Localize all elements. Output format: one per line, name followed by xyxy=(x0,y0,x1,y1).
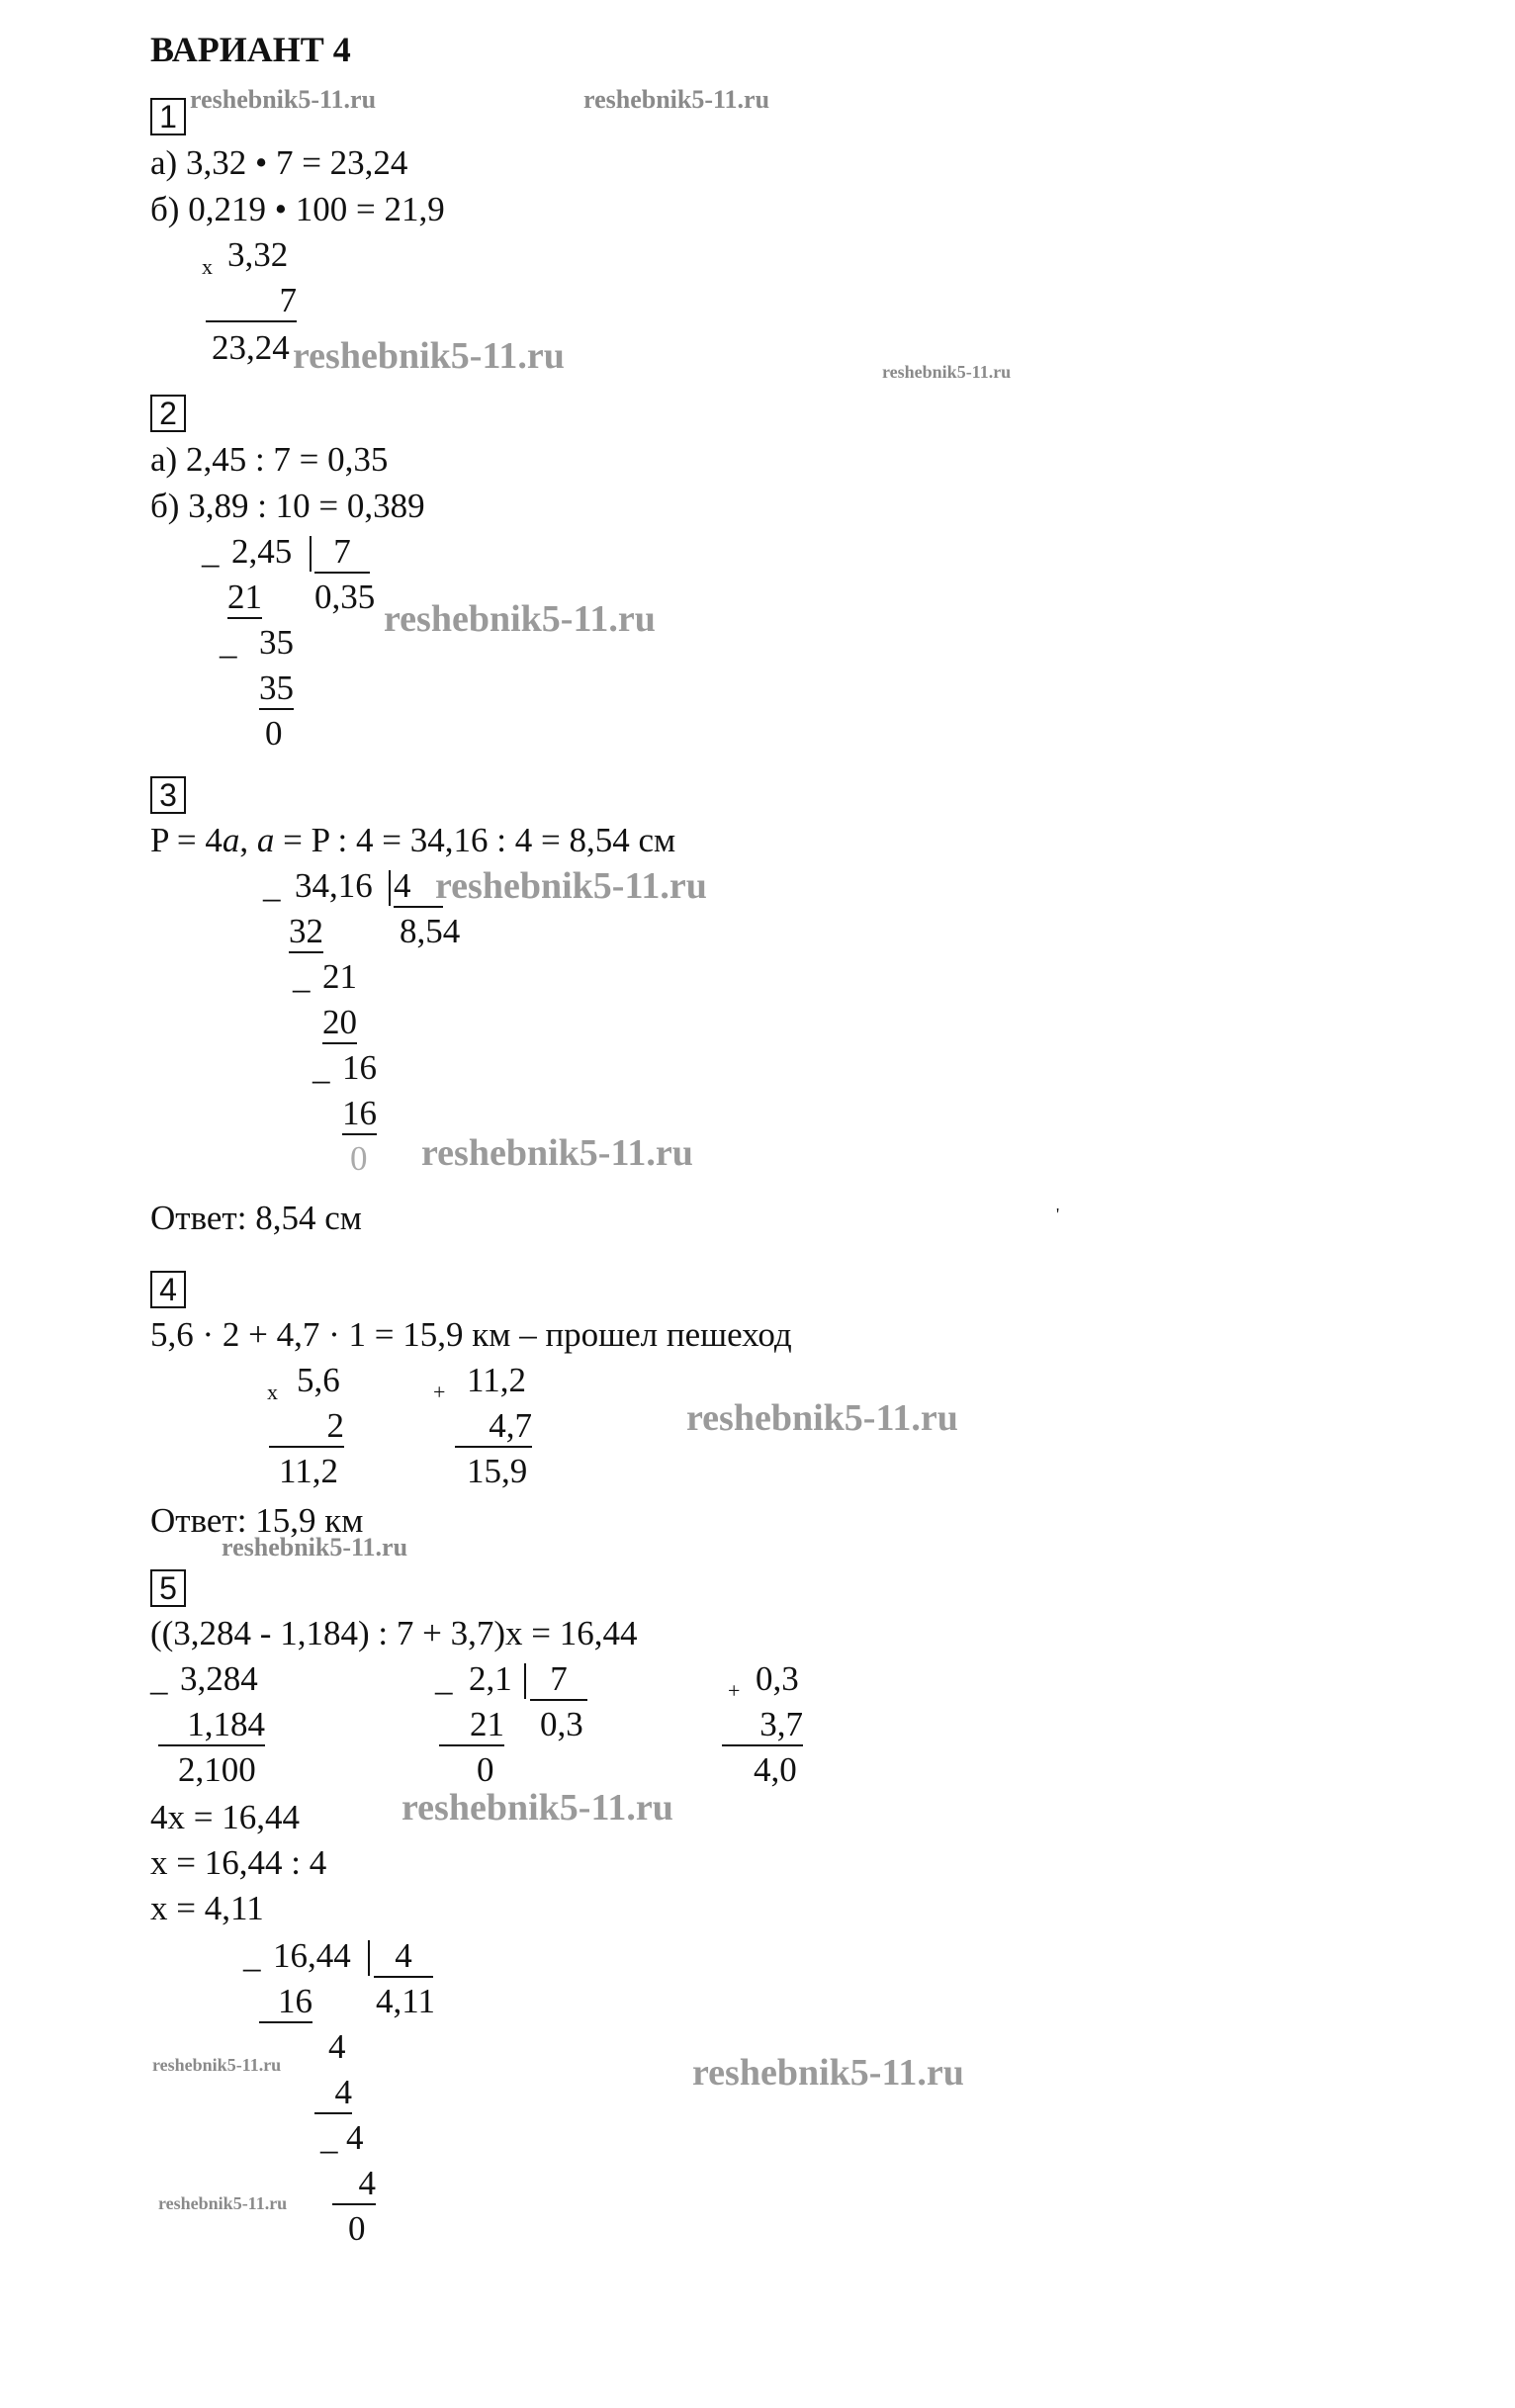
task-4-number: 4 xyxy=(150,1271,186,1308)
column-result: 23,24 xyxy=(212,328,290,367)
div-bar xyxy=(524,1663,526,1699)
mult-sign: х xyxy=(202,254,213,279)
div-remainder: 35 xyxy=(259,623,294,662)
solution-line-2: x = 16,44 : 4 xyxy=(150,1843,327,1882)
watermark: reshebnik5-11.ru xyxy=(158,2193,288,2213)
div-dividend: 2,1 xyxy=(469,1659,512,1698)
watermark: reshebnik5-11.ru xyxy=(421,1132,693,1174)
div-quotient: 0,35 xyxy=(314,578,376,616)
watermark: reshebnik5-11.ru xyxy=(293,335,565,377)
column-mid: 2 xyxy=(269,1406,344,1448)
column-mid: 1,184 xyxy=(158,1705,265,1746)
div-bar xyxy=(310,536,312,572)
task-4-answer: Ответ: 15,9 км xyxy=(150,1501,364,1540)
mult-sign: х xyxy=(267,1380,278,1404)
div-remainder: 0 xyxy=(477,1750,494,1789)
plus-sign: + xyxy=(433,1380,446,1404)
div-remainder: 0 xyxy=(265,714,283,753)
div-step: 21 xyxy=(227,578,262,619)
task-5-equation: ((3,284 - 1,184) : 7 + 3,7)x = 16,44 xyxy=(150,1614,638,1652)
div-bar xyxy=(368,1940,370,1976)
sub-minus: _ xyxy=(150,1659,168,1698)
stray-mark: ' xyxy=(1056,1204,1060,1224)
watermark: reshebnik5-11.ru xyxy=(152,2055,282,2075)
column-top: 11,2 xyxy=(467,1361,526,1399)
column-result: 2,100 xyxy=(178,1750,256,1789)
div-minus: _ xyxy=(320,2118,338,2157)
column-result: 11,2 xyxy=(279,1452,338,1490)
watermark: reshebnik5-11.ru xyxy=(401,1787,673,1828)
div-bar xyxy=(389,870,391,906)
div-remainder: 4 xyxy=(346,2118,364,2157)
div-divisor: 4 xyxy=(374,1936,433,1978)
column-result: 4,0 xyxy=(754,1750,797,1789)
div-divisor: 7 xyxy=(530,1659,587,1701)
task-1-number: 1 xyxy=(150,98,186,135)
div-remainder: 16 xyxy=(342,1048,377,1087)
div-remainder: 4 xyxy=(328,2027,346,2066)
div-divisor: 7 xyxy=(314,532,370,574)
div-minus: _ xyxy=(202,532,220,571)
div-step: 4 xyxy=(332,2164,376,2205)
div-minus: _ xyxy=(263,866,281,905)
task-3-answer: Ответ: 8,54 см xyxy=(150,1199,362,1237)
variant-title: ВАРИАНТ 4 xyxy=(150,30,351,69)
task-3-formula: P = 4a, a = P : 4 = 34,16 : 4 = 8,54 см xyxy=(150,821,676,859)
column-mid: 7 xyxy=(206,281,297,322)
column-top: 3,284 xyxy=(180,1659,258,1698)
watermark: reshebnik5-11.ru xyxy=(384,598,656,640)
plus-sign: + xyxy=(728,1678,741,1703)
div-minus: _ xyxy=(220,623,237,662)
div-dividend: 2,45 xyxy=(231,532,293,571)
div-step: 20 xyxy=(322,1003,357,1044)
solution-line-3: x = 4,11 xyxy=(150,1889,264,1927)
task-4-expression: 5,6 · 2 + 4,7 · 1 = 15,9 км – прошел пешеход xyxy=(150,1315,792,1354)
solution-line-1: 4x = 16,44 xyxy=(150,1798,300,1836)
task-3-number: 3 xyxy=(150,776,186,814)
div-step: 35 xyxy=(259,669,294,710)
column-mid: 3,7 xyxy=(722,1705,803,1746)
column-top: 5,6 xyxy=(297,1361,340,1399)
div-minus: _ xyxy=(435,1659,453,1698)
task-2-line-b: б) 3,89 : 10 = 0,389 xyxy=(150,487,425,525)
column-mid: 4,7 xyxy=(455,1406,532,1448)
div-dividend: 16,44 xyxy=(273,1936,351,1975)
task-2-line-a: а) 2,45 : 7 = 0,35 xyxy=(150,440,389,479)
watermark: reshebnik5-11.ru xyxy=(882,362,1012,382)
watermark: reshebnik5-11.ru xyxy=(190,85,377,114)
watermark: reshebnik5-11.ru xyxy=(686,1397,958,1439)
div-divisor: 4 xyxy=(394,866,443,908)
div-quotient: 4,11 xyxy=(376,1982,435,2020)
div-remainder: 0 xyxy=(350,1139,368,1178)
watermark: reshebnik5-11.ru xyxy=(583,85,770,114)
column-top: 0,3 xyxy=(756,1659,799,1698)
div-step: 4 xyxy=(314,2073,352,2114)
task-5-number: 5 xyxy=(150,1569,186,1607)
div-remainder: 0 xyxy=(348,2209,366,2248)
div-minus: _ xyxy=(312,1048,330,1087)
task-1-line-b: б) 0,219 • 100 = 21,9 xyxy=(150,190,445,228)
div-minus: _ xyxy=(293,957,311,996)
column-result: 15,9 xyxy=(467,1452,528,1490)
column-top: 3,32 xyxy=(227,235,289,274)
watermark: reshebnik5-11.ru xyxy=(692,2052,964,2094)
task-1-line-a: а) 3,32 • 7 = 23,24 xyxy=(150,143,408,182)
div-step: 21 xyxy=(439,1705,504,1746)
watermark: reshebnik5-11.ru xyxy=(435,865,707,907)
div-minus: _ xyxy=(243,1936,261,1975)
div-step: 16 xyxy=(259,1982,312,2023)
div-quotient: 8,54 xyxy=(400,912,461,950)
div-step: 16 xyxy=(342,1094,377,1135)
div-quotient: 0,3 xyxy=(540,1705,583,1743)
div-remainder: 21 xyxy=(322,957,357,996)
task-2-number: 2 xyxy=(150,395,186,432)
div-dividend: 34,16 xyxy=(295,866,373,905)
div-step: 32 xyxy=(289,912,323,953)
watermark: reshebnik5-11.ru xyxy=(222,1533,408,1561)
